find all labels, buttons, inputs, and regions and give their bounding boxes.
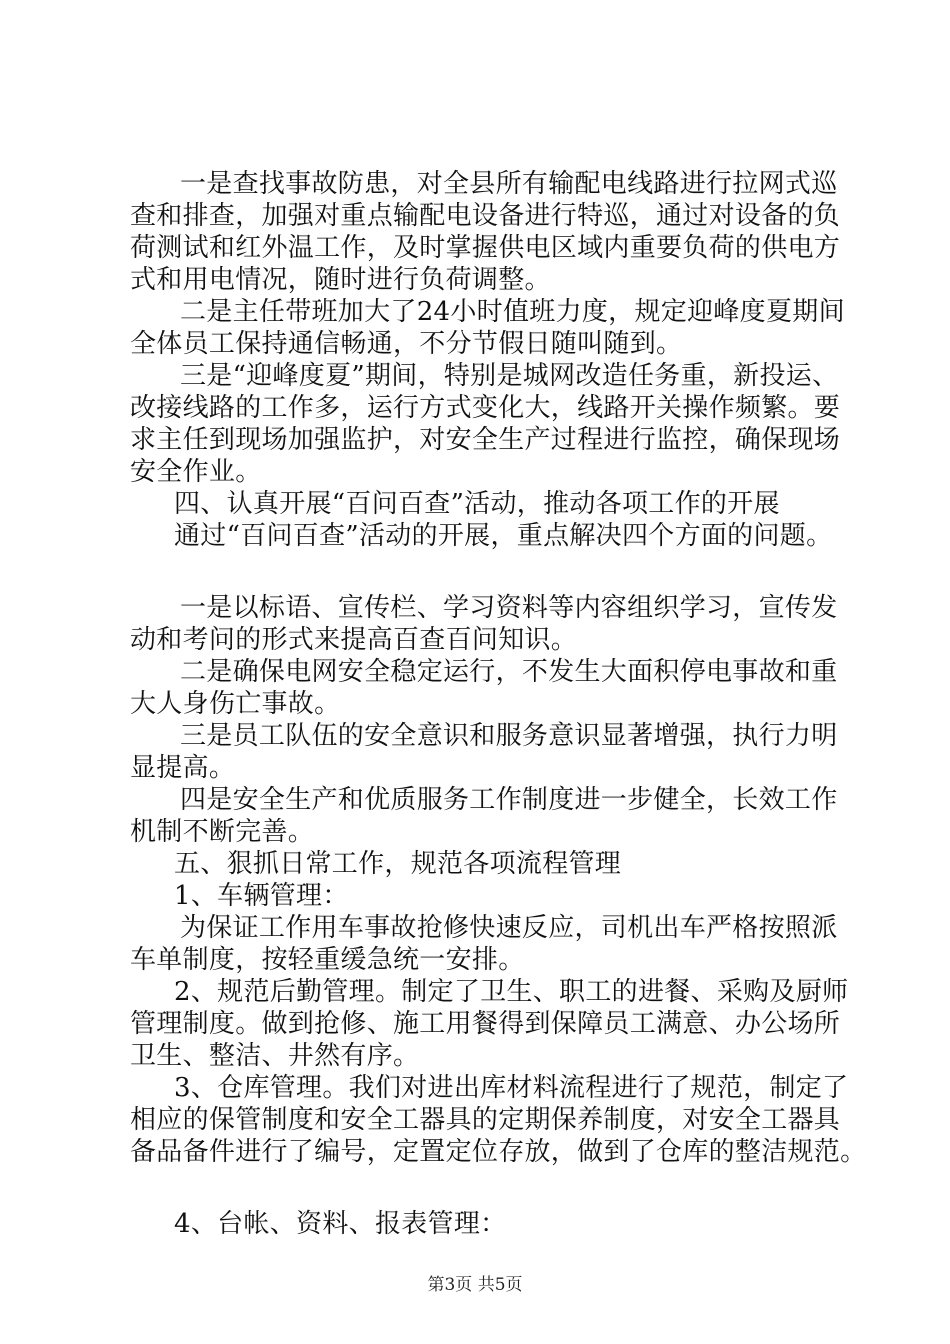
paragraph-gap xyxy=(130,552,850,592)
paragraph-line: 二是主任带班加大了24小时值班力度，规定迎峰度夏期间 xyxy=(180,297,845,327)
paragraph-line: 显提高。 xyxy=(130,753,236,783)
paragraph-line: 车单制度，按轻重缓急统一安排。 xyxy=(130,945,525,975)
paragraph-line: 一是以标语、宣传栏、学习资料等内容组织学习，宣传发 xyxy=(180,593,838,623)
paragraph-line: 一是查找事故防患，对全县所有输配电线路进行拉网式巡 xyxy=(180,169,838,199)
paragraph-line: 查和排查，加强对重点输配电设备进行特巡，通过对设备的负 xyxy=(130,201,841,231)
paragraph-gap xyxy=(130,1168,850,1208)
subsection-heading: 4、台帐、资料、报表管理： xyxy=(174,1209,507,1239)
paragraph-line: 荷测试和红外温工作，及时掌握供电区域内重要负荷的供电方 xyxy=(130,233,841,263)
subsection-heading: 1、车辆管理： xyxy=(174,881,349,911)
page-footer xyxy=(0,1275,950,1295)
paragraph-line: 2、规范后勤管理。制定了卫生、职工的进餐、采购及厨师 xyxy=(174,977,849,1007)
paragraph-line: 全体员工保持通信畅通，不分节假日随叫随到。 xyxy=(130,329,683,359)
paragraph-line: 三是员工队伍的安全意识和服务意识显著增强，执行力明 xyxy=(180,721,838,751)
paragraph-line: 安全作业。 xyxy=(130,457,262,487)
paragraph-line: 管理制度。做到抢修、施工用餐得到保障员工满意、办公场所 xyxy=(130,1009,841,1039)
paragraph-line: 四是安全生产和优质服务工作制度进一步健全，长效工作 xyxy=(180,785,838,815)
section-heading: 五、狠抓日常工作，规范各项流程管理 xyxy=(174,849,622,879)
paragraph-line: 改接线路的工作多，运行方式变化大，线路开关操作频繁。要 xyxy=(130,393,841,423)
paragraph-line: 通过“百问百查”活动的开展，重点解决四个方面的问题。 xyxy=(174,521,833,551)
paragraph-line: 求主任到现场加强监护，对安全生产过程进行监控，确保现场 xyxy=(130,425,841,455)
paragraph-line: 为保证工作用车事故抢修快速反应，司机出车严格按照派 xyxy=(180,913,838,943)
paragraph-line: 三是“迎峰度夏”期间，特别是城网改造任务重，新投运、 xyxy=(180,361,839,391)
paragraph-line: 相应的保管制度和安全工器具的定期保养制度，对安全工器具 xyxy=(130,1105,841,1135)
paragraph-line: 机制不断完善。 xyxy=(130,817,315,847)
paragraph-line: 3、仓库管理。我们对进出库材料流程进行了规范，制定了 xyxy=(174,1073,849,1103)
paragraph-line: 大人身伤亡事故。 xyxy=(130,689,341,719)
paragraph-line: 动和考问的形式来提高百查百问知识。 xyxy=(130,625,578,655)
section-heading: 四、认真开展“百问百查”活动，推动各项工作的开展 xyxy=(174,489,780,519)
paragraph-line: 备品备件进行了编号，定置定位存放，做到了仓库的整洁规范。 xyxy=(130,1137,867,1167)
paragraph-line: 卫生、整洁、井然有序。 xyxy=(130,1041,420,1071)
page-number-label: 第3页 共5页 xyxy=(427,1275,523,1295)
paragraph-line: 式和用电情况，随时进行负荷调整。 xyxy=(130,265,551,295)
document-body xyxy=(130,168,867,1240)
paragraph-line: 二是确保电网安全稳定运行，不发生大面积停电事故和重 xyxy=(180,657,838,687)
